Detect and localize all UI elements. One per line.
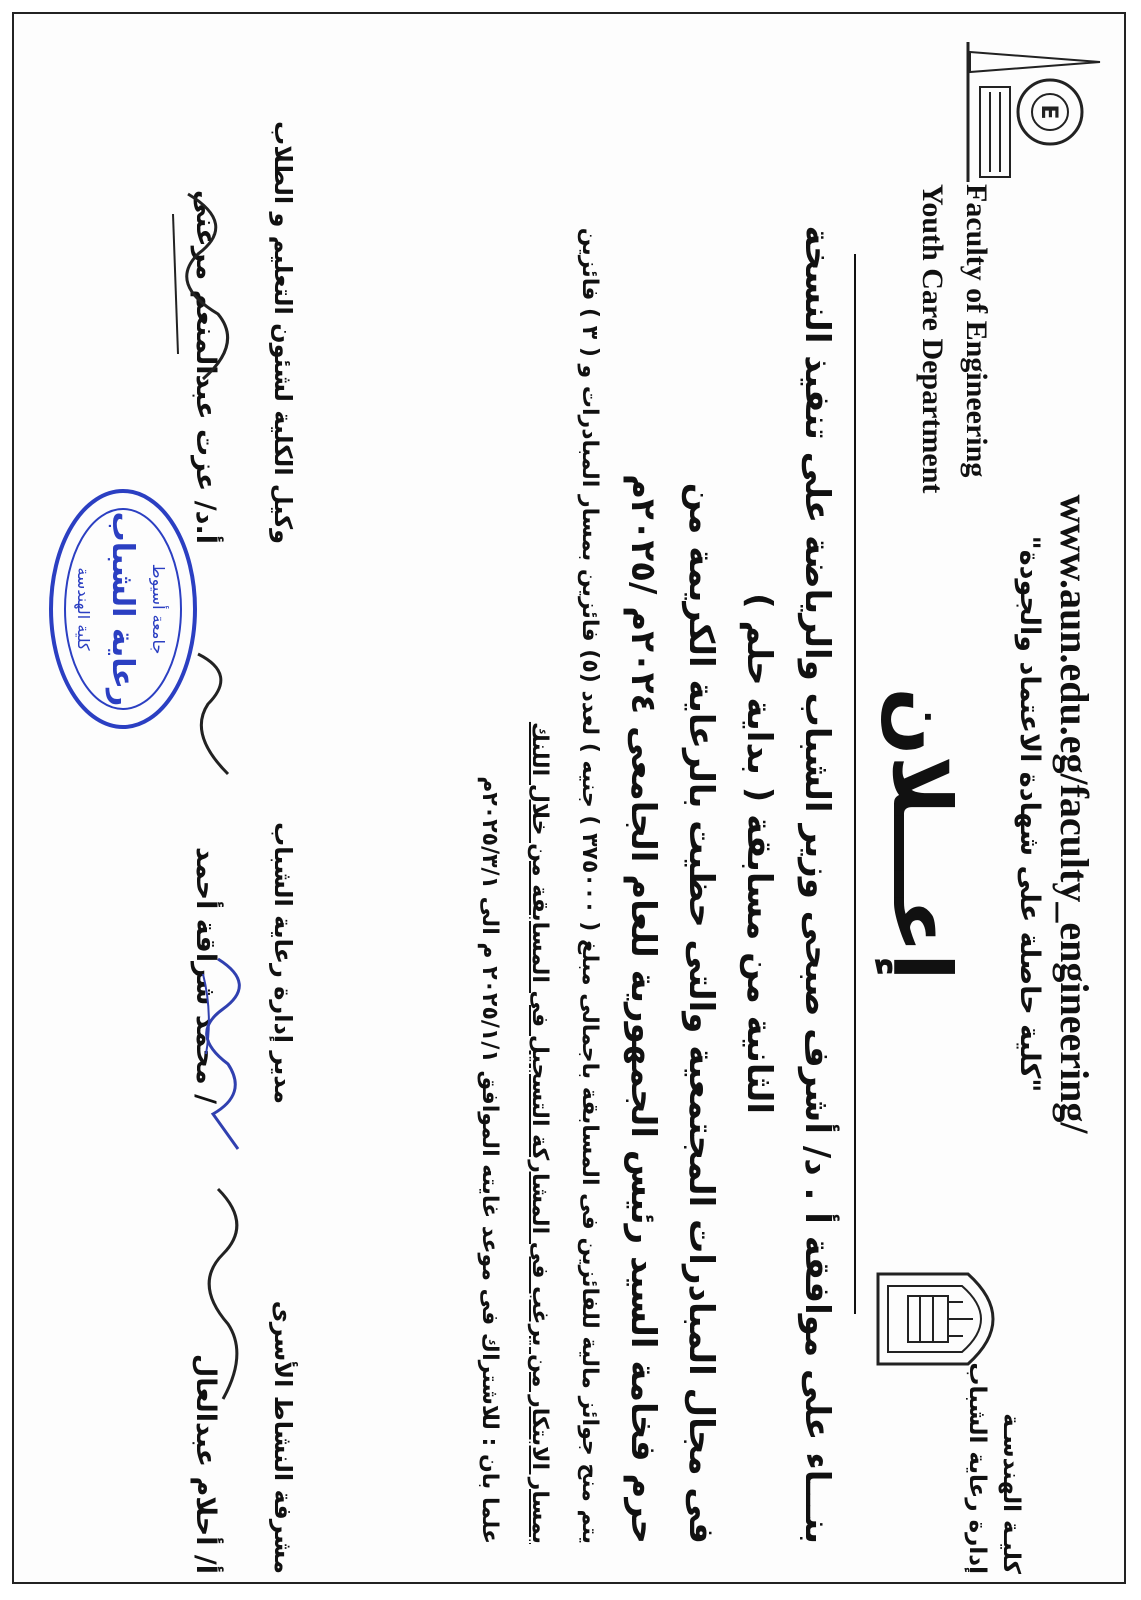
official-stamp	[43, 484, 203, 734]
body-line-1: بنـــاء على موافقة أ . د/ أشرف صبحى وزير الشباب والرياضة على تنفيذ النسخة	[797, 225, 837, 1544]
announcement-document	[24, 24, 1118, 1584]
scanned-page	[12, 12, 1126, 1584]
department-en-text: Youth Care Department	[916, 184, 949, 494]
website-block	[1014, 454, 1098, 1174]
university-crest-logo	[868, 1264, 1018, 1374]
faculty-name-en	[910, 184, 998, 524]
track-line: بمسار الابتكار من يرغب فى المشاركة التسجيل فى المسابقة من خلال اللنك	[527, 721, 552, 1544]
faculty-emblem-logo	[960, 32, 1110, 192]
website-url: www.aun.edu.eg/faculty_engineering/	[1052, 494, 1097, 1134]
body-line-2: الثانية من مسابقة ( بداية حلم )	[739, 593, 779, 1114]
body-line-3: فى مجال المبادرات المجتمعية والتى حظيت بالرعاية الكريمة من	[681, 482, 721, 1544]
svg-text:E: E	[1036, 104, 1061, 120]
body-line-4: حرم فخامة السيد رئيس الجمهورية للعام الجامعى ٢٠٢٤م /٢٠٢٥م	[623, 474, 663, 1544]
signature-name: أ.د/ عزت عبدالمنعم مرغنى	[190, 189, 221, 544]
header-divider	[854, 254, 856, 1314]
handwritten-signature	[158, 184, 248, 384]
stamp-youth-care: رعاية الشباب	[105, 511, 140, 707]
prize-line: يتم منح جوائز مالية للفائزين فى المسابقة باجمالى مبلغ ( ٣٧٥٠٠٠ ) جنيه ) لعدد (٥) فائزين بمسار المبادرات و ( ٣ ) فائزين	[577, 227, 602, 1544]
deadline-line: علما بان : للاشتراك فى موعد غايته الموافق ٢٠٢٥/١/١ م الى ٢٠٢٥/٣/١م	[477, 776, 502, 1544]
signature-name: / محمد شراقة أحمد	[190, 846, 221, 1104]
handwritten-signature	[188, 954, 268, 1154]
letterhead	[848, 24, 1118, 1584]
signature-title: مدير إدارة رعاية الشباب	[269, 822, 297, 1104]
faculty-ar-text: كليـة الهندسـة	[998, 1413, 1024, 1574]
stamp-university: جامعة أسيوط	[149, 563, 168, 655]
signature-title: مشرفة النشاط الأسرى	[269, 1300, 297, 1574]
announcement-body	[464, 44, 846, 1544]
stamp-faculty: كلية الهندسة	[74, 567, 93, 651]
signature-title: وكيل الكلية لشئون التعليم و الطلاب	[269, 121, 297, 544]
announcement-title: إعـــلان	[875, 687, 968, 981]
handwritten-signature	[198, 1184, 258, 1404]
signature-name: أ/ أحلام عبدالعال	[190, 1353, 221, 1574]
accreditation-quote: "كلية حاصلة على شهادة الاعتماد والجودة"	[1014, 535, 1045, 1093]
faculty-en-text: Faculty of Engineering	[960, 184, 993, 478]
department-ar-text: إدارة رعاية الشباب	[964, 1362, 990, 1574]
